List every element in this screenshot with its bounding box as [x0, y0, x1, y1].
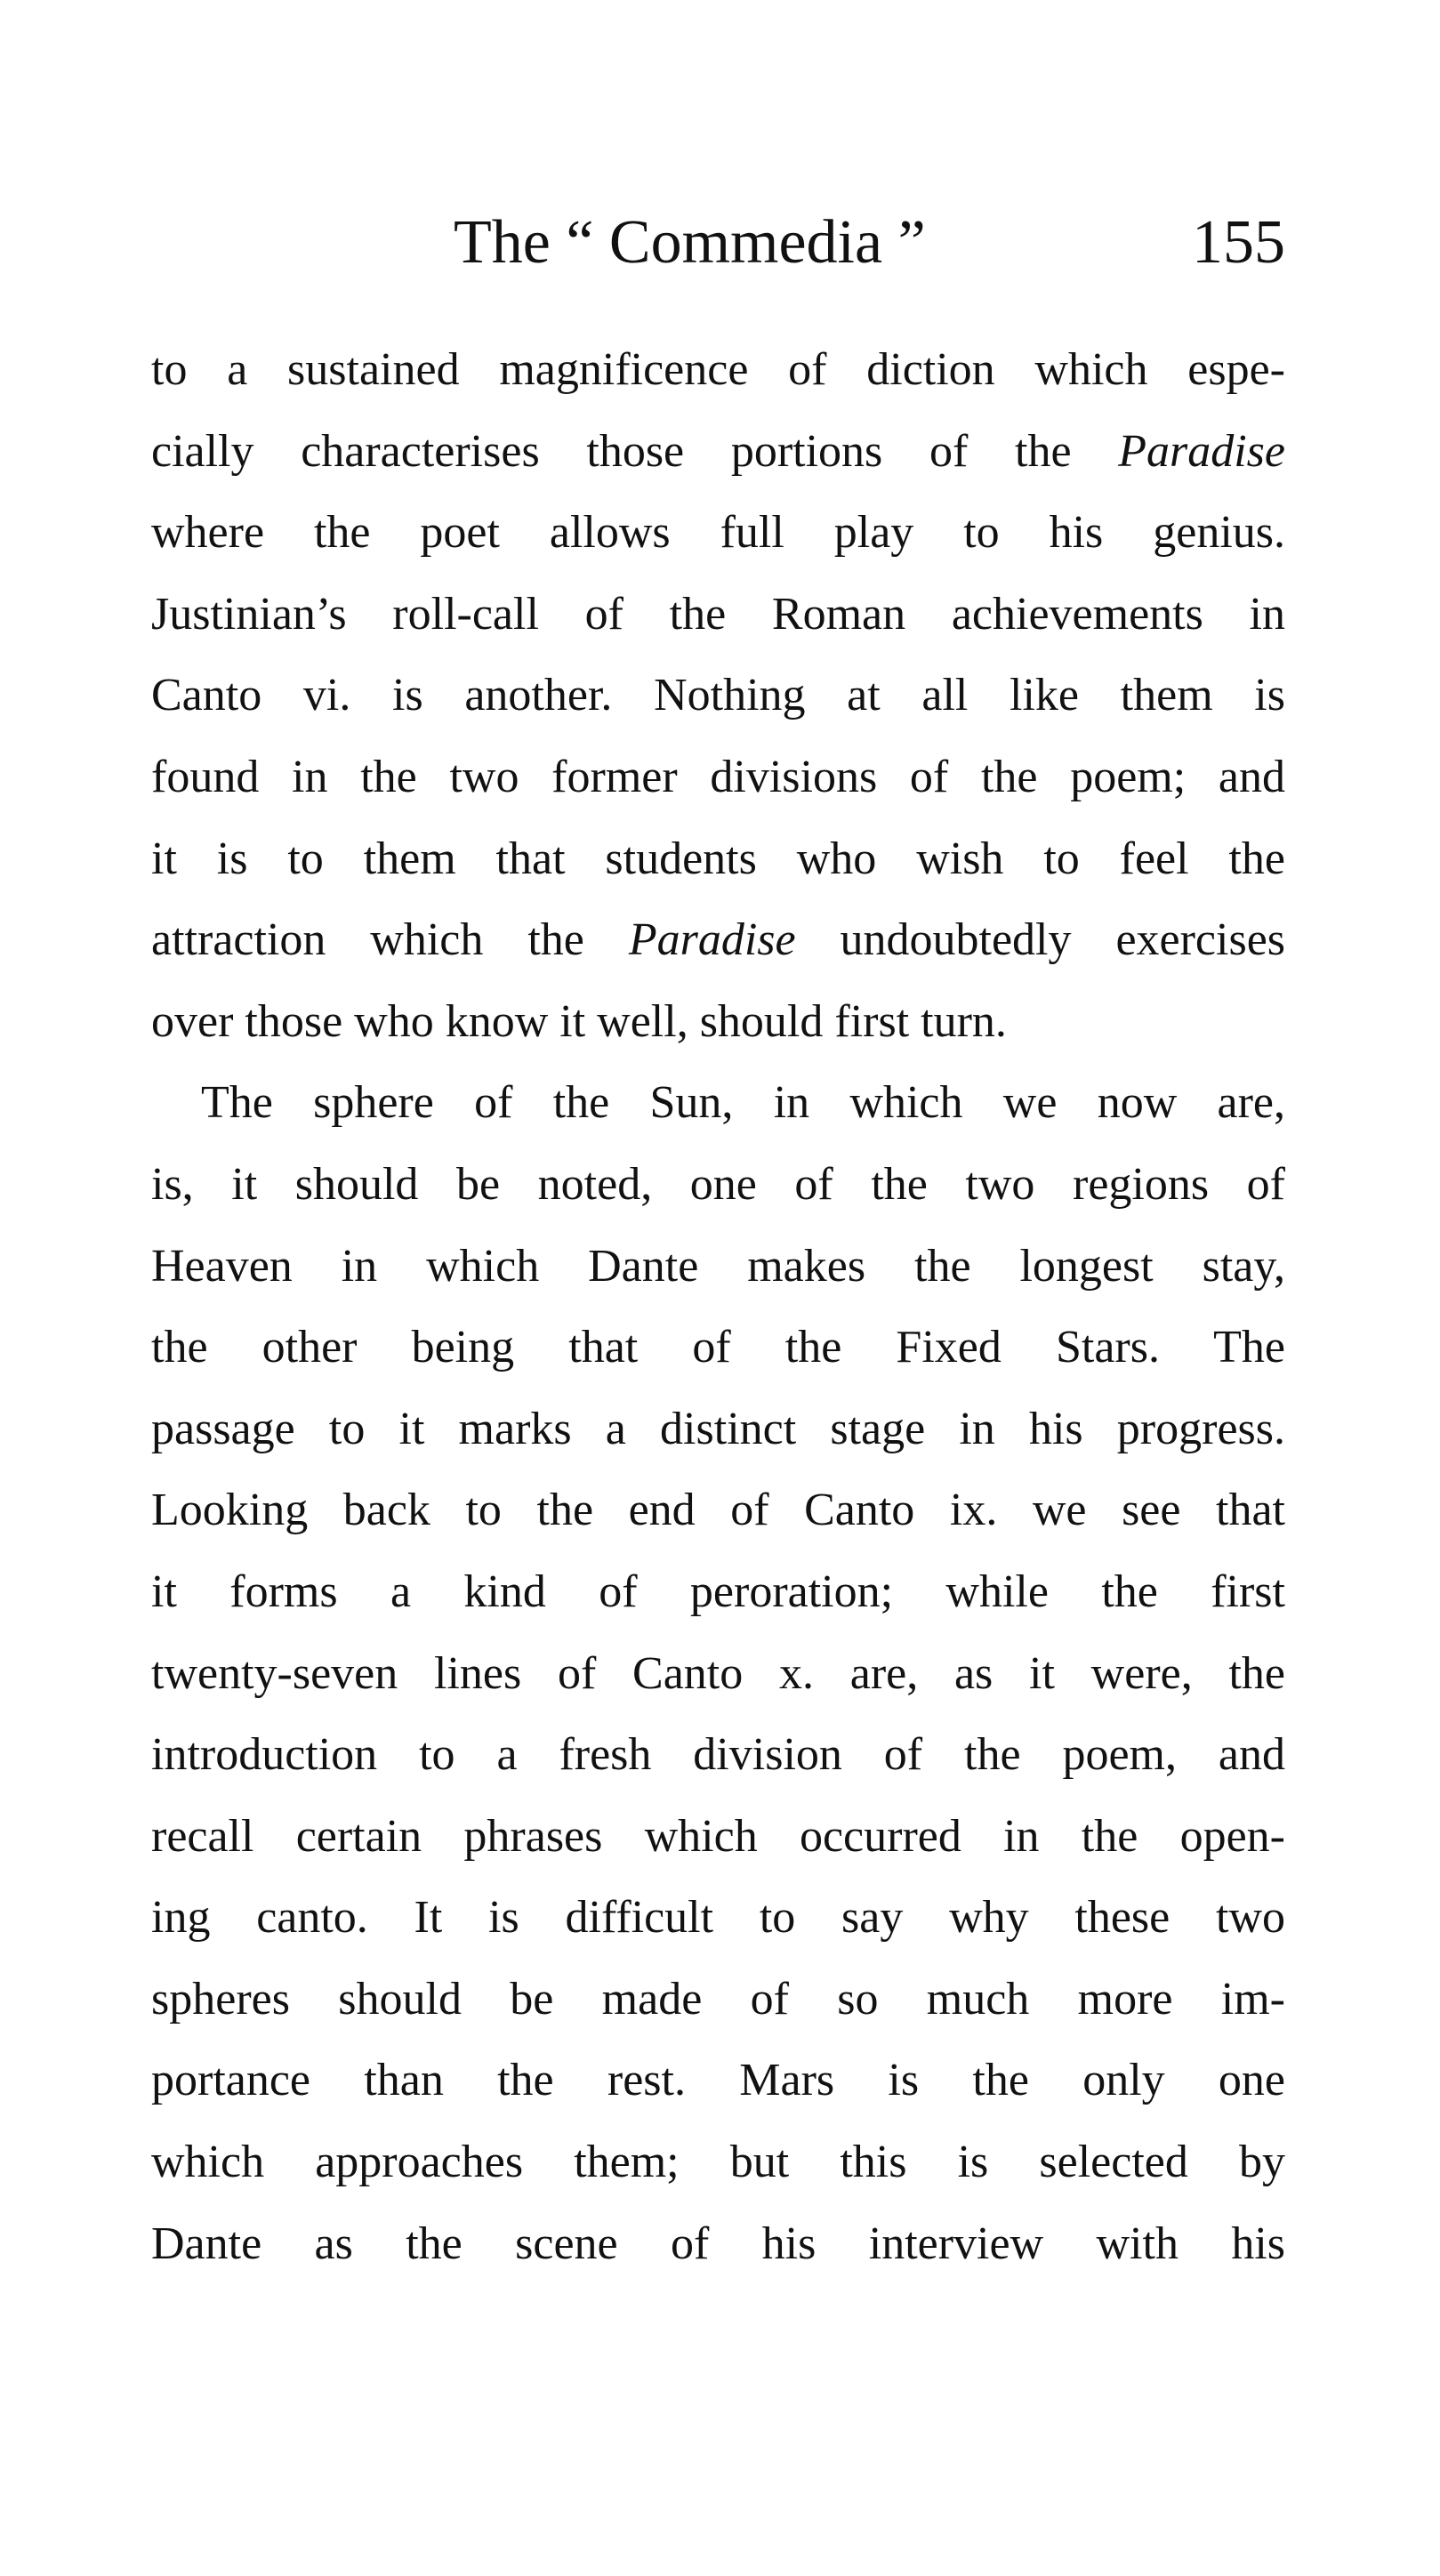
- text-line: The sphere of the Sun, in which we now are,: [201, 1077, 1285, 1129]
- running-title: The “ Commedia ”: [454, 208, 926, 277]
- text-line: attraction which the Paradise undoubtedly exercises: [151, 914, 1285, 966]
- text-line: it forms a kind of peroration; while the first: [151, 1566, 1285, 1617]
- running-head: [151, 203, 1285, 283]
- text-line: the other being that of the Fixed Stars. The: [151, 1322, 1285, 1373]
- text-line: where the poet allows full play to his genius.: [151, 507, 1285, 559]
- text-line: Dante as the scene of his interview with his: [151, 2218, 1285, 2269]
- text-line: portance than the rest. Mars is the only one: [151, 2055, 1285, 2106]
- body-text: [151, 329, 1285, 2284]
- text-line: cially characterises those portions of the Paradise: [151, 425, 1285, 477]
- italic-title: Paradise: [628, 914, 796, 966]
- text-line: spheres should be made of so much more im-: [151, 1973, 1285, 2025]
- paragraph-2: [151, 1062, 1285, 2284]
- text-line: over those who know it well, should first turn.: [151, 995, 1007, 1047]
- text-line: Heaven in which Dante makes the longest stay,: [151, 1240, 1285, 1292]
- text-line: Justinian’s roll-call of the Roman achievements in: [151, 588, 1285, 640]
- text-line: recall certain phrases which occurred in the open-: [151, 1810, 1285, 1862]
- page-number: 155: [1192, 208, 1285, 277]
- italic-title: Paradise: [1118, 425, 1285, 477]
- text-line: Looking back to the end of Canto ix. we see that: [151, 1485, 1285, 1536]
- paragraph-1: [151, 329, 1285, 1062]
- text-line: to a sustained magnificence of diction which espe-: [151, 344, 1285, 395]
- text-line: found in the two former divisions of the poem; and: [151, 751, 1285, 802]
- text-line: ing canto. It is difficult to say why these two: [151, 1892, 1285, 1944]
- text-line: twenty-seven lines of Canto x. are, as it were, the: [151, 1647, 1285, 1699]
- text-line: introduction to a fresh division of the poem, and: [151, 1729, 1285, 1781]
- text-line: it is to them that students who wish to feel the: [151, 833, 1285, 884]
- text-line: Canto vi. is another. Nothing at all like them is: [151, 670, 1285, 721]
- text-line: which approaches them; but this is selected by: [151, 2137, 1285, 2188]
- text-line: is, it should be noted, one of the two regions of: [151, 1158, 1285, 1210]
- text-line: passage to it marks a distinct stage in his progress.: [151, 1403, 1285, 1454]
